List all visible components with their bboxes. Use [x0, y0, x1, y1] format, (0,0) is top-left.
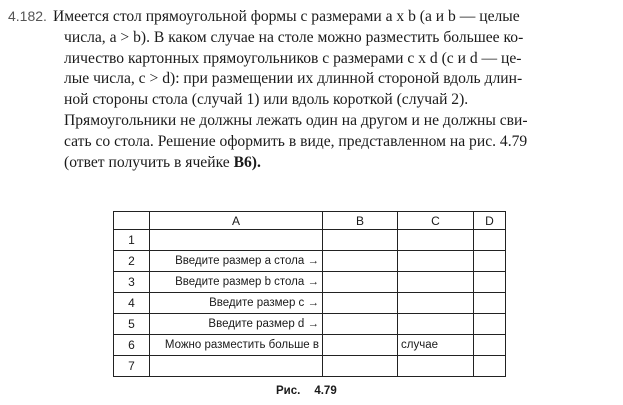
cell-b1	[323, 230, 398, 251]
column-header-d: D	[474, 212, 506, 230]
cell-a1	[150, 230, 323, 251]
column-header-c: C	[398, 212, 474, 230]
cell-d3	[474, 272, 506, 293]
cell-d6	[474, 335, 506, 356]
problem-number: 4.182.	[8, 8, 47, 24]
problem-line-7: сать со стола. Решение оформить в виде, представленном на рис. 4.79	[64, 132, 528, 150]
cell-c3	[398, 272, 474, 293]
cell-c2	[398, 251, 474, 272]
cell-a2: Введите размер a стола →	[150, 251, 323, 272]
column-header-row	[114, 212, 506, 230]
cell-d4	[474, 293, 506, 314]
cell-b2	[323, 251, 398, 272]
problem-line-1: 4.182. Имеется стол прямоугольной формы с размерами a x b (a и b — целые	[8, 8, 520, 25]
cell-b5	[323, 314, 398, 335]
cell-c6: случае	[398, 335, 474, 356]
row-header: 1	[114, 230, 150, 251]
cell-b3	[323, 272, 398, 293]
cell-a7	[150, 356, 323, 377]
cell-a5: Введите размер d →	[150, 314, 323, 335]
column-header-b: B	[323, 212, 398, 230]
table-row	[114, 314, 506, 335]
answer-cell-ref: B6).	[233, 153, 261, 171]
cell-d1	[474, 230, 506, 251]
problem-line-4: лые числа, c > d): при размещении их длинной стороной вдоль длин-	[64, 70, 523, 88]
cell-d5	[474, 314, 506, 335]
problem-text	[8, 6, 614, 173]
cell-b4	[323, 293, 398, 314]
row-header: 3	[114, 272, 150, 293]
caption-number: 4.79	[314, 385, 337, 397]
row-header: 6	[114, 335, 150, 356]
corner-cell	[114, 212, 150, 230]
problem-line-2: числа, a > b). В каком случае на столе можно разместить большее ко-	[64, 28, 524, 46]
cell-a3: Введите размер b стола →	[150, 272, 323, 293]
problem-line-5: ной стороны стола (случай 1) или вдоль короткой (случай 2).	[64, 91, 469, 109]
row-header: 7	[114, 356, 150, 377]
table-row	[114, 356, 506, 377]
problem-line-3: личество картонных прямоугольников с размерами c x d (c и d — це-	[64, 49, 522, 67]
table-row	[114, 335, 506, 356]
table-row	[114, 251, 506, 272]
cell-a4: Введите размер c →	[150, 293, 323, 314]
cell-c5	[398, 314, 474, 335]
spreadsheet	[113, 211, 506, 377]
row-header: 5	[114, 314, 150, 335]
cell-d2	[474, 251, 506, 272]
problem-line-6: Прямоугольники не должны лежать один на другом и не должны сви-	[64, 111, 528, 129]
row-header: 2	[114, 251, 150, 272]
caption-label: Рис.	[276, 385, 301, 397]
figure-caption	[276, 385, 337, 397]
problem-line-8: (ответ получить в ячейке B6).	[64, 153, 261, 171]
column-header-a: A	[150, 212, 323, 230]
cell-c1	[398, 230, 474, 251]
table-row	[114, 230, 506, 251]
table-row	[114, 293, 506, 314]
cell-c7	[398, 356, 474, 377]
table-row	[114, 272, 506, 293]
cell-a6: Можно разместить больше в	[150, 335, 323, 356]
cell-d7	[474, 356, 506, 377]
cell-b6	[323, 335, 398, 356]
cell-b7	[323, 356, 398, 377]
cell-c4	[398, 293, 474, 314]
row-header: 4	[114, 293, 150, 314]
